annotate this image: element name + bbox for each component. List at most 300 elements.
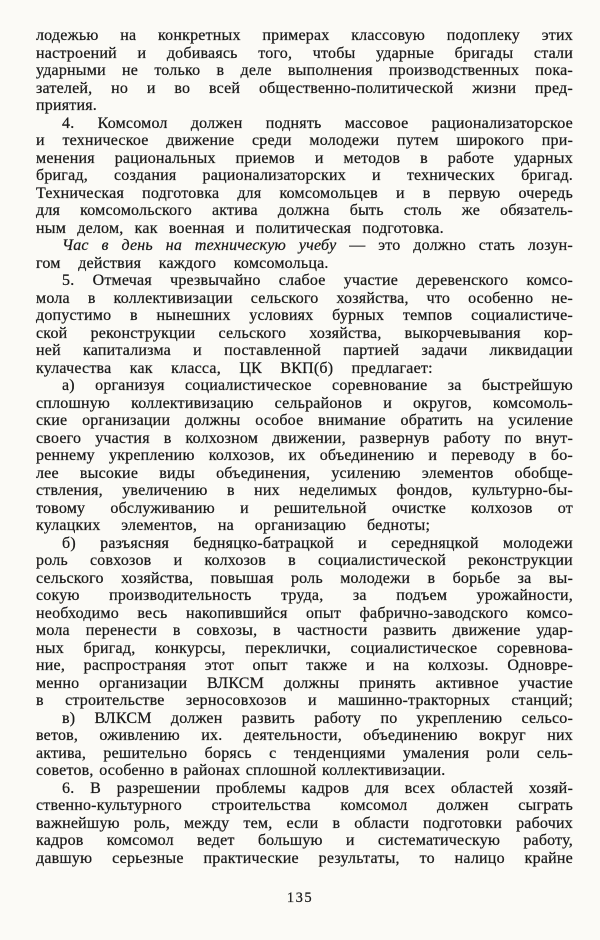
italic-word: учебу: [298, 237, 337, 254]
text-line: [36, 675, 573, 693]
word: обратить: [400, 412, 463, 429]
word: практические: [203, 849, 299, 867]
word: комсомол: [340, 797, 408, 814]
word: обязатель-: [500, 202, 573, 219]
word: особое: [255, 412, 304, 429]
word: менно: [36, 674, 80, 692]
italic-word: в: [101, 237, 109, 254]
word: высокие: [79, 464, 139, 482]
text-line: [36, 587, 573, 605]
word: с: [269, 744, 277, 762]
italic-word: на: [165, 237, 183, 254]
word: подготовка: [142, 184, 220, 202]
word: в: [528, 447, 537, 464]
word: коллективизации: [113, 289, 233, 307]
word: каждого: [158, 254, 217, 272]
word: должно: [413, 237, 466, 254]
word: ствления,: [36, 482, 103, 499]
word: удар-: [536, 622, 573, 639]
word: в: [172, 622, 181, 639]
text-line: [36, 412, 573, 430]
word: сыграть: [518, 797, 573, 814]
word: подготовки: [423, 814, 503, 832]
word: усиление: [508, 412, 573, 429]
word: и: [240, 499, 249, 517]
word: и: [193, 342, 202, 359]
word: техническое: [62, 132, 149, 149]
word: Комсомол: [97, 114, 168, 132]
text-line: [36, 447, 573, 465]
word: принять: [359, 674, 416, 692]
word: решительной: [274, 499, 367, 517]
word: делом,: [77, 219, 124, 237]
word: налицо: [454, 849, 505, 867]
italic-word: день: [121, 237, 153, 254]
word: того,: [258, 44, 293, 62]
word: массовое: [344, 114, 409, 132]
text-line: [36, 150, 573, 168]
word: элементов,: [121, 517, 198, 534]
text-line: [36, 727, 573, 745]
word: хозяйства,: [121, 569, 194, 587]
word: же: [461, 202, 481, 219]
word: борясь: [204, 744, 252, 762]
word: организации: [99, 674, 188, 692]
word: развернув: [359, 429, 430, 447]
word: в: [427, 569, 436, 587]
word: движение: [452, 622, 521, 639]
word: рациональных: [114, 149, 216, 167]
italic-word: Час: [62, 237, 89, 254]
word: и: [314, 149, 324, 167]
word: развить: [241, 709, 295, 727]
text-line: [36, 552, 573, 570]
text-line: [36, 185, 573, 203]
word: комсомол: [106, 832, 174, 849]
word: приятия.: [36, 97, 97, 114]
word: производственных: [388, 62, 520, 79]
word: сплошную: [36, 394, 111, 412]
word: конкурсы,: [154, 639, 226, 657]
word: столь: [403, 202, 442, 219]
text-line: [36, 45, 573, 63]
word: кадров: [301, 779, 350, 797]
word: сельского: [218, 324, 287, 342]
word: слабое: [278, 272, 326, 289]
word: рационализаторских: [202, 167, 346, 184]
text-line: [36, 430, 573, 448]
word: борьбе: [452, 569, 501, 587]
text-line: [36, 850, 573, 868]
word: ным: [36, 219, 67, 237]
word: оживлению: [99, 727, 180, 744]
word: их: [288, 447, 306, 464]
word: соревнова-: [496, 639, 573, 657]
word: класса,: [171, 359, 221, 377]
word: не-: [551, 289, 573, 307]
word: элементов: [421, 464, 494, 482]
word: совхозов: [90, 552, 152, 569]
word: переклички,: [245, 639, 331, 657]
word: обобще-: [514, 464, 573, 482]
word: Одновре-: [507, 657, 573, 674]
word: объединению: [319, 447, 415, 464]
word: мола: [36, 289, 70, 307]
word: в: [332, 814, 341, 832]
word: роль: [290, 569, 323, 587]
word: повышая: [210, 569, 274, 587]
word: всех: [404, 779, 436, 797]
word: результаты,: [318, 849, 400, 867]
text-line: [36, 132, 573, 150]
text-line: [36, 237, 573, 255]
word: —: [349, 237, 366, 254]
word: зерносовхозов: [185, 692, 287, 709]
word: ветов,: [36, 727, 79, 744]
word: от: [557, 499, 573, 517]
word: необходимо: [36, 604, 119, 622]
word: политическая: [255, 219, 352, 237]
word: комсо-: [526, 272, 573, 289]
word: сельского: [36, 569, 104, 587]
word: быстрейшую: [481, 377, 573, 394]
word: ведет: [197, 832, 235, 849]
word: молодежи: [503, 534, 573, 552]
word: б): [62, 534, 76, 552]
word: это: [378, 237, 401, 254]
word: весь: [137, 604, 168, 622]
word: советов,: [36, 762, 94, 779]
word: в: [130, 307, 138, 324]
word: систематическую: [377, 832, 501, 849]
word: разрешении: [116, 779, 201, 797]
word: движении,: [272, 429, 346, 447]
word: темпов: [402, 307, 453, 324]
word: особенно: [468, 289, 534, 307]
word: не: [122, 62, 139, 79]
word: Отмечая: [92, 272, 152, 289]
word: ликвидации: [489, 342, 573, 359]
word: как: [129, 359, 153, 377]
word: большую: [257, 832, 323, 849]
word: сельрайонов: [274, 394, 363, 412]
word: ВЛКСМ: [207, 674, 265, 692]
word: бо-: [550, 447, 573, 464]
word: коллективизации.: [322, 762, 446, 779]
text-line: [36, 797, 573, 815]
word: ных: [36, 639, 64, 657]
word: районах: [183, 762, 241, 779]
word: накопившийся: [185, 604, 288, 622]
word: должны: [184, 412, 241, 429]
word: работу: [443, 429, 491, 447]
text-line: [36, 167, 573, 185]
text-line: [36, 342, 573, 360]
word: социалистической: [317, 552, 447, 569]
word: классовую: [351, 27, 426, 44]
word: и: [358, 534, 367, 552]
word: должны: [283, 674, 340, 692]
text-line: [36, 465, 573, 483]
word: ударные: [376, 44, 435, 62]
word: по: [504, 429, 522, 447]
word: организации: [82, 412, 171, 429]
word: опыт: [305, 604, 342, 622]
word: путем: [396, 132, 439, 149]
word: молодежи: [340, 569, 411, 587]
word: примерах: [262, 27, 330, 44]
word: между: [183, 814, 230, 832]
word: и: [428, 447, 438, 464]
word: В: [90, 779, 101, 797]
italic-word: техническую: [194, 237, 287, 254]
word: их.: [201, 727, 223, 744]
word: сель-: [536, 744, 573, 762]
word: товому: [36, 499, 86, 517]
word: также: [306, 657, 348, 674]
word: внимание: [318, 412, 386, 429]
word: реннему: [36, 447, 95, 464]
word: во: [174, 79, 191, 97]
word: но: [111, 79, 129, 97]
word: умаления: [402, 744, 470, 762]
text-line: [36, 360, 573, 378]
word: партией: [343, 342, 400, 359]
word: поставленной: [224, 342, 322, 359]
word: ские: [36, 412, 68, 429]
word: переводу: [451, 447, 515, 464]
word: бригад,: [36, 167, 88, 184]
text-line: [36, 535, 573, 553]
text-line: [36, 220, 573, 238]
word: если: [286, 814, 319, 832]
word: важнейшую: [36, 814, 120, 832]
word: организуя: [95, 377, 165, 394]
word: на: [217, 517, 234, 534]
word: и: [383, 394, 392, 412]
text-line: [36, 377, 573, 395]
word: объединению: [363, 727, 458, 744]
word: обслуживанию: [110, 499, 215, 517]
word: конкретных: [158, 27, 241, 44]
word: поднять: [265, 114, 322, 132]
word: в: [420, 149, 428, 167]
word: работу: [314, 709, 362, 727]
word: молодежи: [309, 132, 380, 149]
word: развить: [383, 622, 437, 639]
text-line: [36, 325, 573, 343]
word: в: [288, 552, 296, 569]
word: перенести: [85, 622, 157, 639]
word: всей: [208, 79, 241, 97]
word: и: [395, 184, 405, 202]
word: строительстве: [65, 692, 165, 709]
text-line: [36, 745, 573, 763]
text-line: [36, 780, 573, 798]
word: как: [134, 219, 158, 237]
word: и: [235, 219, 245, 237]
word: за: [517, 569, 532, 587]
word: сельсо-: [521, 709, 573, 727]
word: этих: [541, 27, 573, 44]
word: роли: [486, 744, 520, 762]
word: зателей,: [36, 79, 93, 97]
word: бригады: [454, 44, 514, 62]
word: быть: [349, 202, 384, 219]
word: должен: [190, 114, 243, 132]
word: пред-: [535, 79, 573, 97]
word: должна: [277, 202, 330, 219]
word: культурно-бы-: [471, 482, 573, 499]
text-line: [36, 605, 573, 623]
word: участие: [518, 674, 573, 692]
word: лодежью: [36, 27, 99, 44]
word: в): [62, 709, 76, 727]
word: социалистическое: [350, 639, 478, 657]
word: подъем: [396, 587, 448, 604]
word: актива: [211, 202, 258, 219]
word: колхозы.: [427, 657, 489, 674]
word: работу,: [523, 832, 573, 849]
word: частности: [296, 622, 368, 639]
word: крайне: [524, 849, 573, 867]
text-line: [36, 570, 573, 588]
word: допустимо: [36, 307, 112, 324]
word: капитализма: [83, 342, 171, 359]
word: должен: [170, 709, 223, 727]
word: в: [422, 184, 431, 202]
word: середняцкой: [391, 534, 479, 552]
word: выполнения: [287, 62, 373, 79]
word: распространяя: [83, 657, 187, 674]
text-line: [36, 692, 573, 710]
text-line: [36, 622, 573, 640]
text-line: [36, 395, 573, 413]
word: ской: [36, 324, 68, 342]
page-number: 135: [286, 890, 314, 906]
word: пока-: [535, 62, 573, 79]
word: гом: [36, 254, 61, 272]
word: стать: [478, 237, 516, 254]
word: вы-: [548, 569, 573, 587]
word: на: [393, 657, 410, 674]
word: области: [354, 814, 410, 832]
word: для: [237, 184, 262, 202]
word: увеличению: [122, 482, 208, 499]
word: создания: [113, 167, 177, 184]
text-line: [36, 657, 573, 675]
word: бедняцко-батрацкой: [193, 534, 334, 552]
word: реконструкции: [468, 552, 573, 569]
word: хозяйства,: [309, 324, 382, 342]
word: бригад.: [521, 167, 573, 184]
word: ЦК: [239, 359, 262, 377]
word: на: [120, 27, 137, 44]
word: Техническая: [36, 184, 125, 202]
word: предлагает:: [351, 359, 433, 377]
text-block: [36, 27, 573, 867]
word: них: [254, 482, 280, 499]
word: и: [173, 552, 183, 569]
text-line: [36, 97, 573, 115]
word: серьезные: [112, 849, 184, 867]
word: роль,: [133, 814, 170, 832]
word: комсомольца.: [233, 254, 329, 272]
word: внут-: [535, 429, 573, 447]
word: сокую: [36, 587, 80, 604]
word: в: [226, 482, 235, 499]
word: нынешних: [156, 307, 231, 324]
word: только: [154, 62, 201, 79]
word: 4.: [62, 114, 75, 132]
word: округов,: [412, 394, 472, 412]
word: рабочих: [516, 814, 573, 832]
word: колхозов,: [208, 447, 275, 464]
word: жизни: [472, 79, 517, 97]
word: комсомольцев: [279, 184, 378, 202]
word: чрезвычайно: [170, 272, 261, 289]
word: разъясняя: [100, 534, 170, 552]
text-line: [36, 290, 573, 308]
word: должен: [437, 797, 489, 814]
word: приемов: [235, 149, 295, 167]
word: что: [426, 289, 451, 307]
word: соревнование: [332, 377, 428, 394]
word: военная: [168, 219, 225, 237]
text-line: [36, 62, 573, 80]
word: и: [365, 657, 375, 674]
word: и: [146, 79, 156, 97]
word: в: [273, 622, 281, 639]
word: очередь: [518, 184, 573, 202]
word: за: [352, 587, 367, 604]
word: своего: [36, 429, 82, 447]
word: в: [36, 692, 44, 709]
word: социалистиче-: [471, 307, 573, 324]
word: кадров: [36, 832, 84, 849]
text-line: [36, 815, 573, 833]
word: действия: [78, 254, 142, 272]
text-line: [36, 272, 573, 290]
word: общественно-политической: [258, 79, 454, 97]
text-line: [36, 80, 573, 98]
word: социалистическое: [184, 377, 312, 394]
word: и: [371, 167, 381, 184]
word: производительность: [109, 587, 252, 604]
word: кор-: [543, 324, 573, 342]
word: бедноты;: [367, 517, 431, 534]
word: широкого: [456, 132, 525, 149]
word: активное: [435, 674, 499, 692]
text-line: [36, 832, 573, 850]
word: методов: [343, 149, 401, 167]
word: ВЛКСМ: [94, 709, 152, 727]
word: стали: [533, 44, 573, 62]
word: для: [364, 779, 390, 797]
word: реконструкции: [90, 324, 196, 342]
word: в: [163, 429, 172, 447]
word: машинно-тракторных: [338, 692, 491, 709]
word: ние,: [36, 657, 66, 674]
word: первую: [448, 184, 501, 202]
word: среди: [251, 132, 292, 149]
word: лозун-: [527, 237, 573, 254]
word: комсомоль-: [492, 394, 573, 412]
word: участия: [95, 429, 150, 447]
word: деле: [240, 62, 272, 79]
text-line: [36, 255, 573, 273]
word: неделимых: [299, 482, 378, 499]
